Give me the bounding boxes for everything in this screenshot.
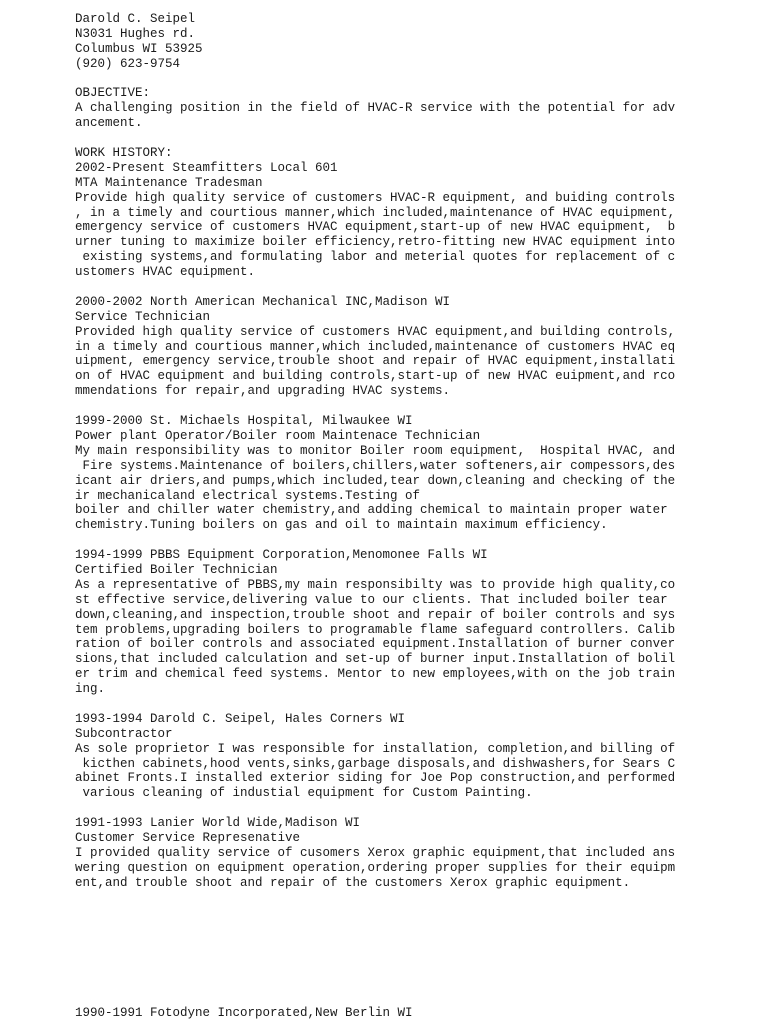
job-header: 2002-Present Steamfitters Local 601 [75,160,338,175]
job-description-line: icant air driers,and pumps,which included,tear down,cleaning and checking of the [75,473,676,488]
job-entry [75,414,755,533]
spacer [75,399,755,414]
job-description-line: st effective service,delivering value to our clients. That included boiler tear [75,592,668,607]
spacer [75,280,755,295]
job-header: 2000-2002 North American Mechanical INC,Madison WI [75,294,451,309]
spacer [75,697,755,712]
job-header: 1994-1999 PBBS Equipment Corporation,Menomonee Falls WI [75,548,488,563]
job-description-line: I provided quality service of cusomers Xerox graphic equipment,that included ans [75,845,676,860]
job-description-line: urner tuning to maximize boiler efficiency,retro-fitting new HVAC equipment into [75,235,676,250]
resume-document [75,12,755,891]
job-entry [75,548,755,697]
job-description-line: As a representative of PBBS,my main responsibilty was to provide high quality,co [75,577,676,592]
job-entry [75,295,755,399]
job-description-line: abinet Fronts.I installed exterior siding for Joe Pop construction,and performed [75,771,676,786]
job-description-line: Provide high quality service of customers HVAC-R equipment, and buiding controls [75,190,676,205]
job-header: 1999-2000 St. Michaels Hospital, Milwaukee WI [75,414,413,429]
objective-section [75,86,755,131]
job-description-line: ing. [75,682,106,697]
contact-street: N3031 Hughes rd. [75,26,196,41]
contact-block [75,12,755,72]
job-description-line: tem problems,upgrading boilers to programable flame safeguard controllers. Calib [75,622,676,637]
job-description-line: on of HVAC equipment and building controls,start-up of new HVAC euipment,and rco [75,369,676,384]
contact-phone: (920) 623-9754 [75,56,181,71]
job-description-line: Fire systems.Maintenance of boilers,chillers,water softeners,air compessors,des [75,458,676,473]
job-description-line: er trim and chemical feed systems. Mentor to new employees,with on the job train [75,667,676,682]
job-description-line: ir mechanicaland electrical systems.Testing of [75,488,421,503]
job-header: 1991-1993 Lanier World Wide,Madison WI [75,816,361,831]
job-description-line: As sole proprietor I was responsible for installation, completion,and billing of [75,741,676,756]
job-title: Subcontractor [75,726,173,741]
job-description-line: down,cleaning,and inspection,trouble shoot and repair of boiler controls and sys [75,607,676,622]
job-description-line: Provided high quality service of customers HVAC equipment,and building controls, [75,324,676,339]
job-description-line: various cleaning of industial equipment for Custom Painting. [75,786,533,801]
job-description-line: kicthen cabinets,hood vents,sinks,garbage disposals,and dishwashers,for Sears C [75,756,676,771]
work-history-heading: WORK HISTORY: [75,146,173,161]
job-entry [75,816,755,890]
objective-heading: OBJECTIVE: [75,86,151,101]
job-entry [75,712,755,801]
job-title: Customer Service Represenative [75,830,301,845]
contact-city: Columbus WI 53925 [75,41,203,56]
job-description-line: mmendations for repair,and upgrading HVAC systems. [75,384,451,399]
job-title: Certified Boiler Technician [75,562,278,577]
job-title: MTA Maintenance Tradesman [75,175,263,190]
spacer [75,533,755,548]
job-description-line: sions,that included calculation and set-up of burner input.Installation of bolil [75,652,676,667]
job-description-line: ent,and trouble shoot and repair of the customers Xerox graphic equipment. [75,875,631,890]
job-header: 1993-1994 Darold C. Seipel, Hales Corners WI [75,711,406,726]
job-description-line: ration of boiler controls and associated equipment.Installation of burner conver [75,637,676,652]
job-title: Power plant Operator/Boiler room Maintenace Technician [75,428,481,443]
job-description-line: in a timely and courtious manner,which included,maintenance of customers HVAC eq [75,339,676,354]
job-description-line: existing systems,and formulating labor and meterial quotes for replacement of c [75,250,676,265]
objective-line: A challenging position in the field of HVAC-R service with the potential for adv [75,101,676,116]
contact-name: Darold C. Seipel [75,12,196,26]
spacer [75,801,755,816]
next-job-header: 1990-1991 Fotodyne Incorporated,New Berlin WI [75,1006,413,1020]
job-description-line: emergency service of customers HVAC equipment,start-up of new HVAC equipment, b [75,220,676,235]
work-history-section [75,146,755,891]
job-description-line: My main responsibility was to monitor Boiler room equipment, Hospital HVAC, and [75,443,676,458]
job-title: Service Technician [75,309,211,324]
spacer [75,72,755,87]
spacer [75,131,755,146]
job-description-line: boiler and chiller water chemistry,and adding chemical to maintain proper water [75,503,668,518]
objective-line: ancement. [75,116,143,131]
job-description-line: chemistry.Tuning boilers on gas and oil to maintain maximum efficiency. [75,518,608,533]
job-description-line: uipment, emergency service,trouble shoot and repair of HVAC equipment,installati [75,354,676,369]
job-description-line: ustomers HVAC equipment. [75,265,256,280]
job-description-line: wering question on equipment operation,ordering proper supplies for their equipm [75,860,676,875]
job-entry [75,161,755,280]
job-description-line: , in a timely and courtious manner,which included,maintenance of HVAC equipment, [75,205,676,220]
